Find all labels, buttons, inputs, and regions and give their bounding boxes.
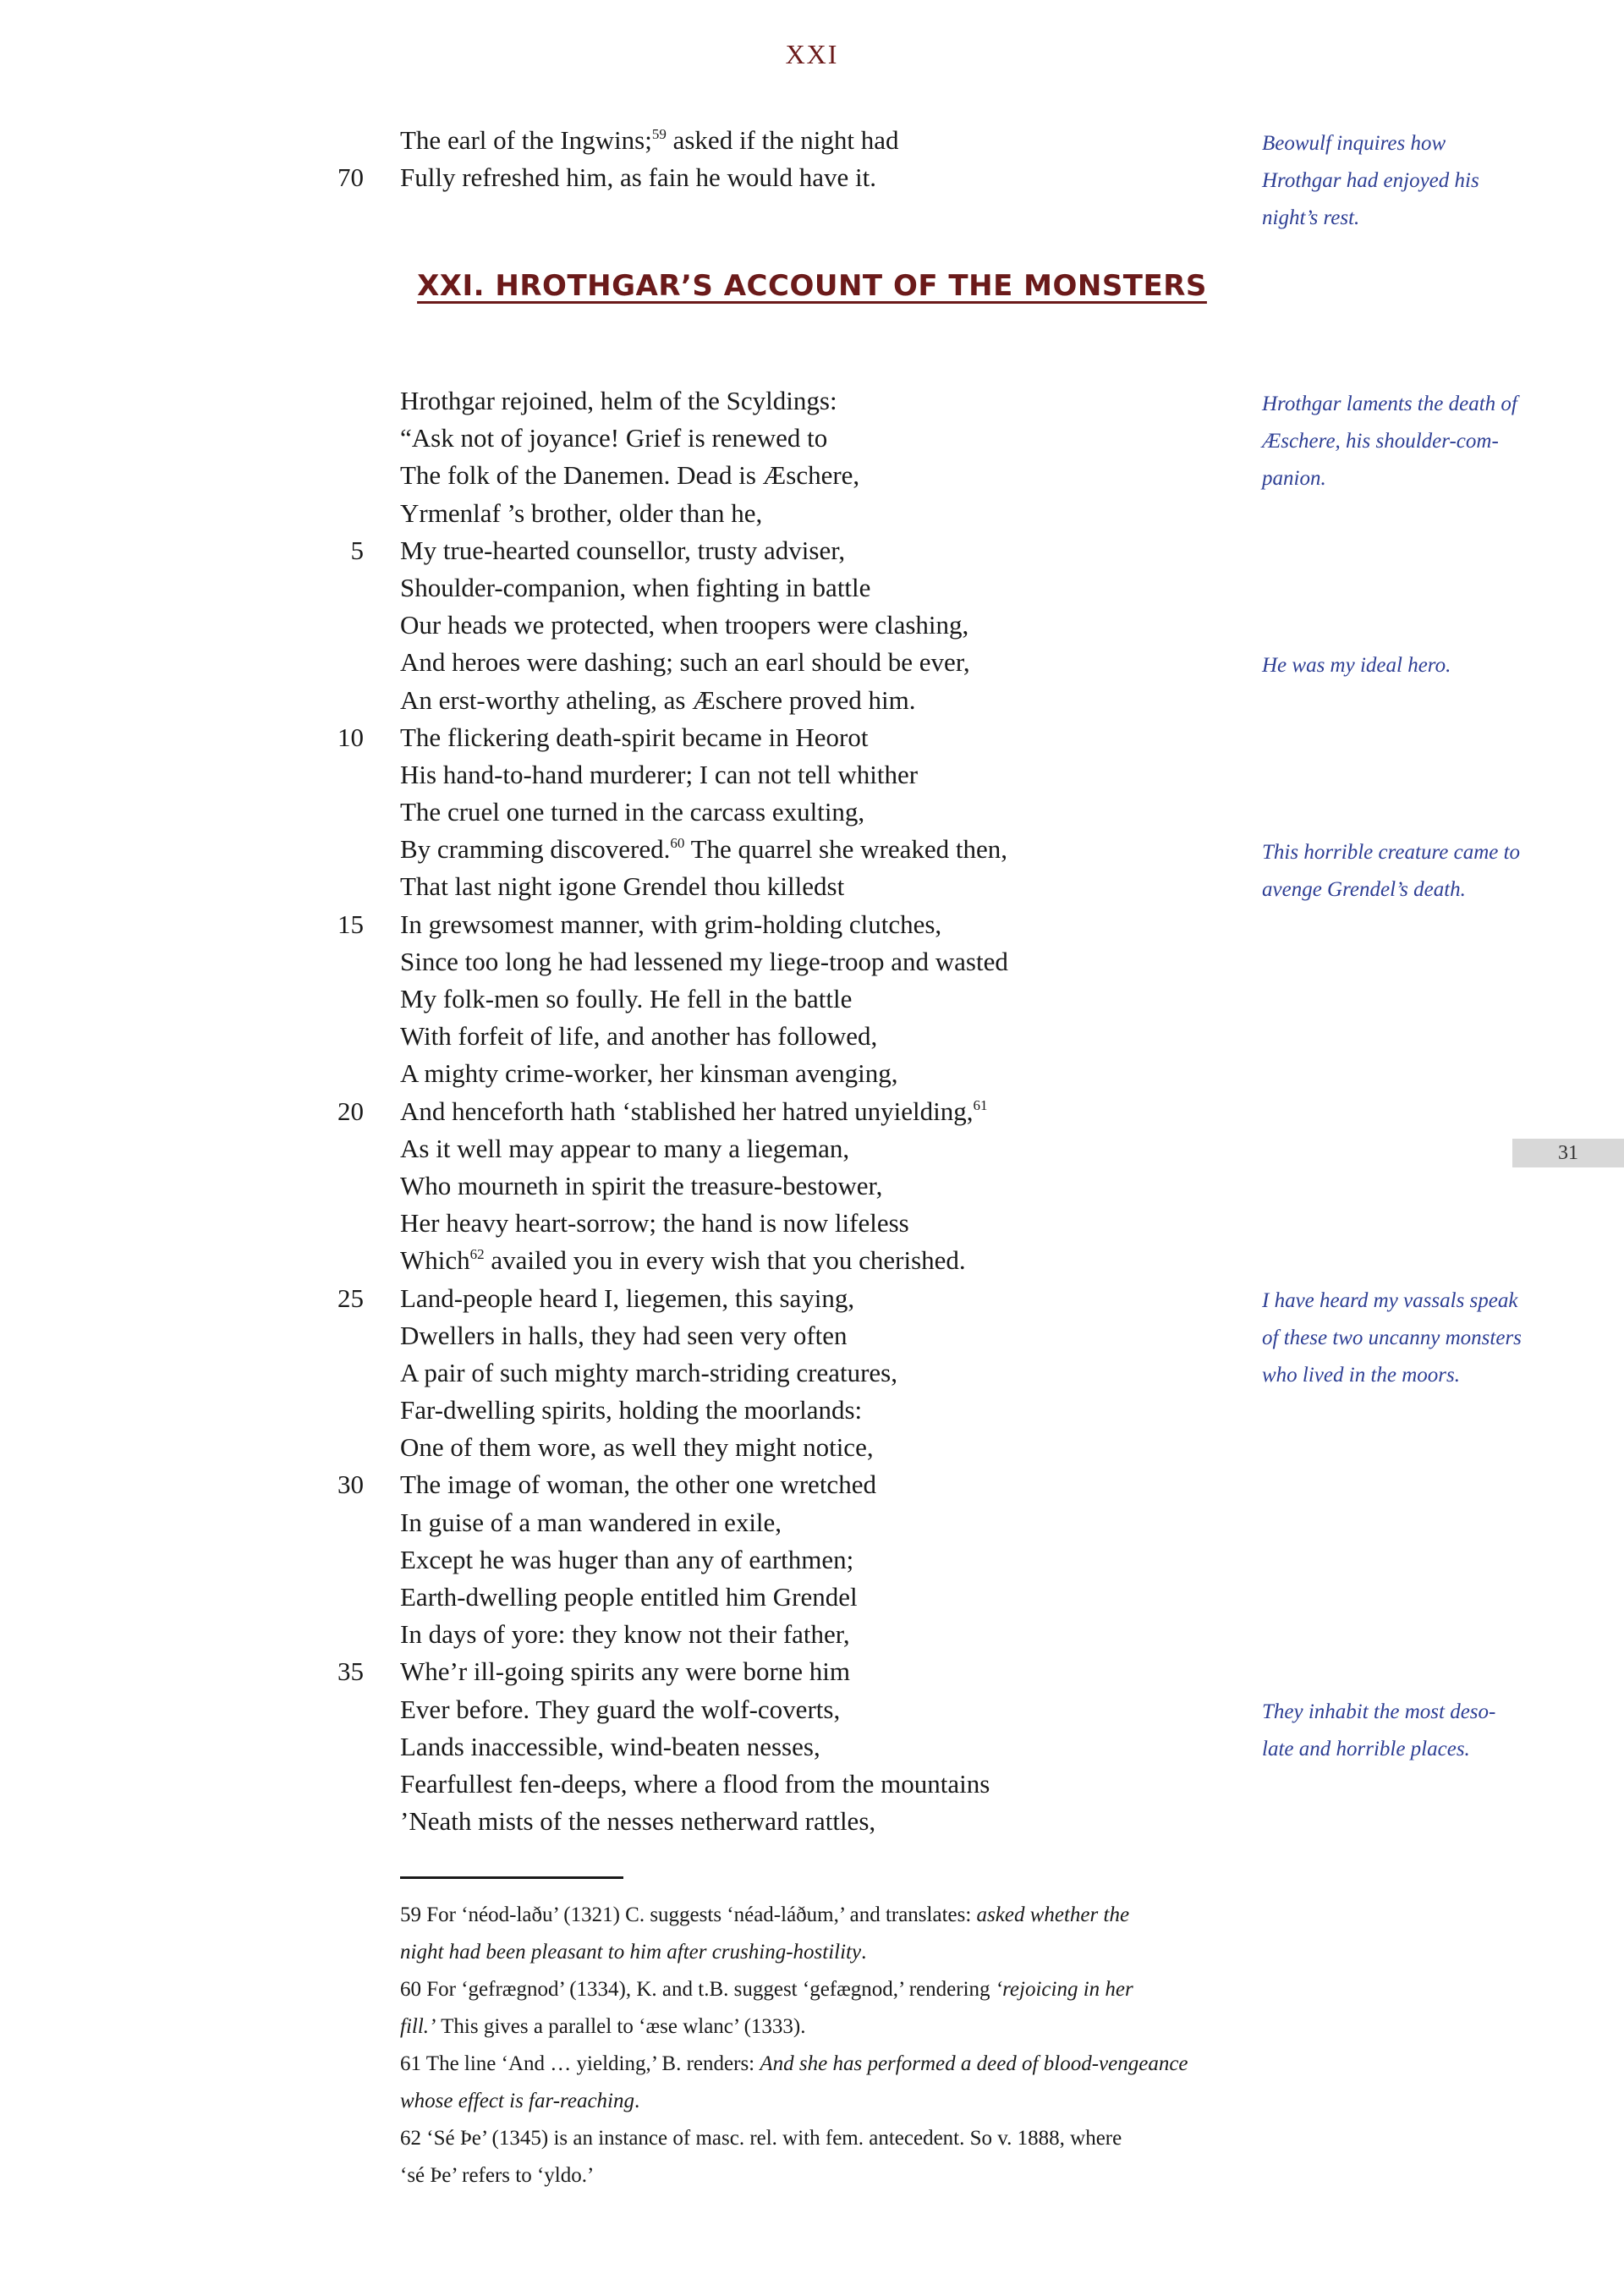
line-number: 30 [337,1469,364,1500]
line-text: And henceforth hath ‘stablished her hatred unyielding,$^{61}$ [400,1096,988,1126]
line-text: With forfeit of life, and another has followed, [400,1021,878,1052]
verse-line [0,122,1269,159]
side-note-line: Æschere, his shoulder-com- [1262,430,1499,453]
line-number: 20 [337,1096,364,1126]
side-note [1262,1283,1541,1395]
line-text: Shoulder-companion, when fighting in battle [400,572,871,602]
line-text: Dwellers in halls, they had seen very often [400,1320,848,1350]
line-text: One of them wore, as well they might notice, [400,1432,874,1463]
verse-line [0,980,1269,1018]
verse-line [0,1579,1269,1616]
verse-line [0,607,1269,644]
line-text: ’Neath mists of the nesses netherward rattles, [400,1806,876,1837]
verse-line [0,420,1269,457]
footnote [400,2046,1229,2120]
verse-line [0,831,1269,868]
side-note-line: who lived in the moors. [1262,1364,1461,1387]
footnote-ref[interactable]: 61 [973,1096,988,1113]
verse-line [0,532,1269,569]
side-note [1262,834,1541,909]
side-note [1262,647,1541,684]
line-text: The cruel one turned in the carcass exulting, [400,797,865,827]
line-text: Except he was huger than any of earthmen; [400,1544,854,1574]
verse-line [0,159,1269,196]
footnote-line: whose effect is far-reaching. [400,2090,640,2112]
verse-line [0,457,1269,494]
side-note-line: Hrothgar laments the death of [1262,393,1517,415]
line-text: My folk-men so foully. He fell in the battle [400,984,853,1013]
footnote-line: 61 The line ‘And … yielding,’ B. renders: And she has performed a deed of blood-vengeance [400,2052,1188,2075]
line-number: 5 [350,535,364,565]
verse-line [0,1728,1269,1766]
footnote-line: fill.’ This gives a parallel to ‘æse wlanc’ (1333). [400,2015,806,2038]
verse-line [0,1130,1269,1167]
verse-line [0,1280,1269,1317]
line-number: 25 [337,1283,364,1313]
line-text: Our heads we protected, when troopers were clashing, [400,610,969,640]
side-note-line: I have heard my vassals speak [1262,1289,1518,1312]
side-note-line: They inhabit the most deso- [1262,1700,1496,1723]
verse-line [0,1541,1269,1579]
verse-line [0,1354,1269,1392]
line-text: My true-hearted counsellor, trusty adviser, [400,535,846,565]
line-text: Earth-dwelling people entitled him Grendel [400,1582,858,1612]
verse-line [0,1093,1269,1130]
line-text: Fully refreshed him, as fain he would have it. [400,162,877,193]
verse-line [0,1055,1269,1092]
verse-line [0,1392,1269,1429]
side-note-line: late and horrible places. [1262,1738,1470,1761]
verse-line [0,943,1269,980]
verse-line [0,382,1269,420]
verse-line [0,1766,1269,1803]
footnote-ref[interactable]: 59 [651,126,667,142]
line-text: Whe’r ill-going spirits any were borne him [400,1656,851,1687]
side-note-line: avenge Grendel’s death. [1262,878,1466,902]
verse-line [0,1691,1269,1728]
footnote-line: 60 For ‘gefrægnod’ (1334), K. and t.B. suggest ‘gefægnod,’ rendering ‘rejoicing in her [400,1978,1133,2001]
side-note-line: Hrothgar had enjoyed his [1262,169,1479,193]
footnote [400,1971,1229,2046]
side-note-line: panion. [1262,467,1326,491]
verse-line [0,1317,1269,1354]
line-text: And heroes were dashing; such an earl should be ever, [400,647,970,678]
side-note-line: of these two uncanny monsters [1262,1327,1522,1350]
line-text: As it well may appear to many a liegeman, [400,1133,850,1163]
footnote-ref[interactable]: 60 [670,835,685,852]
footnote-line: ‘sé Þe’ refers to ‘yldo.’ [400,2164,595,2187]
line-text: Ever before. They guard the wolf-coverts, [400,1694,841,1724]
line-text: In guise of a man wandered in exile, [400,1507,782,1537]
footnote-line: night had been pleasant to him after crushing-hostility. [400,1941,867,1964]
line-text: By cramming discovered.$^{60}$ The quarrel she wreaked then, [400,834,1007,865]
verse-line [0,1167,1269,1205]
line-text: Fearfullest fen-deeps, where a flood from the mountains [400,1768,990,1799]
line-number: 70 [337,162,364,193]
footnote-rule [400,1876,623,1879]
verse-line [0,569,1269,607]
footnote-line: 59 For ‘néod-laðu’ (1321) C. suggests ‘néad-láðum,’ and translates: asked whether the [400,1903,1130,1926]
footnotes [400,1897,1229,2194]
line-text: A pair of such mighty march-striding creatures, [400,1357,897,1387]
verse-line [0,868,1269,905]
verse-line [0,1242,1269,1279]
footnote [400,2120,1229,2194]
verse-line [0,1504,1269,1541]
line-number: 10 [337,722,364,752]
line-text: The folk of the Danemen. Dead is Æschere, [400,460,860,491]
chapter-title: XXI. HROTHGAR’S ACCOUNT OF THE MONSTERS [417,269,1207,303]
side-note [1262,386,1541,498]
line-text: An erst-worthy atheling, as Æschere proved him. [400,684,916,715]
line-text: A mighty crime-worker, her kinsman avenging, [400,1058,898,1089]
verse-line [0,1429,1269,1466]
verse-line [0,1205,1269,1242]
line-text: Hrothgar rejoined, helm of the Scyldings: [400,386,837,415]
footnote-ref[interactable]: 62 [469,1246,485,1263]
verse-line [0,906,1269,943]
verse-line [0,644,1269,681]
line-text: “Ask not of joyance! Grief is renewed to [400,423,828,453]
verse-top [0,122,1269,196]
line-text: Which$^{62}$ availed you in every wish that you cherished. [400,1245,966,1276]
verse-line [0,1018,1269,1055]
side-note-line: night’s rest. [1262,206,1360,230]
line-text: The flickering death-spirit became in Heorot [400,722,869,752]
verse-line [0,1653,1269,1690]
page-number: 31 [1512,1139,1624,1167]
footnote-line: 62 ‘Sé Þe’ (1345) is an instance of masc. rel. with fem. antecedent. So v. 1888, where [400,2127,1122,2150]
line-text: Land-people heard I, liegemen, this saying, [400,1283,855,1313]
line-text: Far-dwelling spirits, holding the moorlands: [400,1395,863,1425]
verse-line [0,1803,1269,1840]
verse-line [0,756,1269,794]
line-text: Lands inaccessible, wind-beaten nesses, [400,1731,820,1761]
side-note [1262,125,1541,238]
verse-line [0,495,1269,532]
side-note-line: This horrible creature came to [1262,841,1521,864]
verse-line [0,794,1269,831]
side-note-line: He was my ideal hero. [1262,654,1451,677]
line-number: 15 [337,909,364,939]
line-text: In days of yore: they know not their father, [400,1619,850,1650]
running-head: XXI [785,39,839,69]
verse-line [0,1466,1269,1503]
verse-line [0,1616,1269,1653]
verse-line [0,719,1269,756]
line-text: The image of woman, the other one wretched [400,1469,876,1500]
line-text: Yrmenlaf ’s brother, older than he, [400,497,763,528]
side-note-line: Beowulf inquires how [1262,132,1446,155]
line-number: 35 [337,1656,364,1687]
line-text: His hand-to-hand murderer; I can not tell whither [400,759,919,789]
line-text: In grewsomest manner, with grim-holding clutches, [400,909,942,939]
line-text: That last night igone Grendel thou killedst [400,871,845,902]
side-note [1262,1694,1541,1768]
line-text: Who mourneth in spirit the treasure-bestower, [400,1170,883,1200]
verse-line [0,682,1269,719]
line-text: Her heavy heart-sorrow; the hand is now lifeless [400,1208,909,1239]
line-text: The earl of the Ingwins;$^{59}$ asked if the night had [400,125,899,155]
verse-main [0,382,1269,1840]
line-text: Since too long he had lessened my liege-troop and wasted [400,946,1008,976]
footnote [400,1897,1229,1971]
